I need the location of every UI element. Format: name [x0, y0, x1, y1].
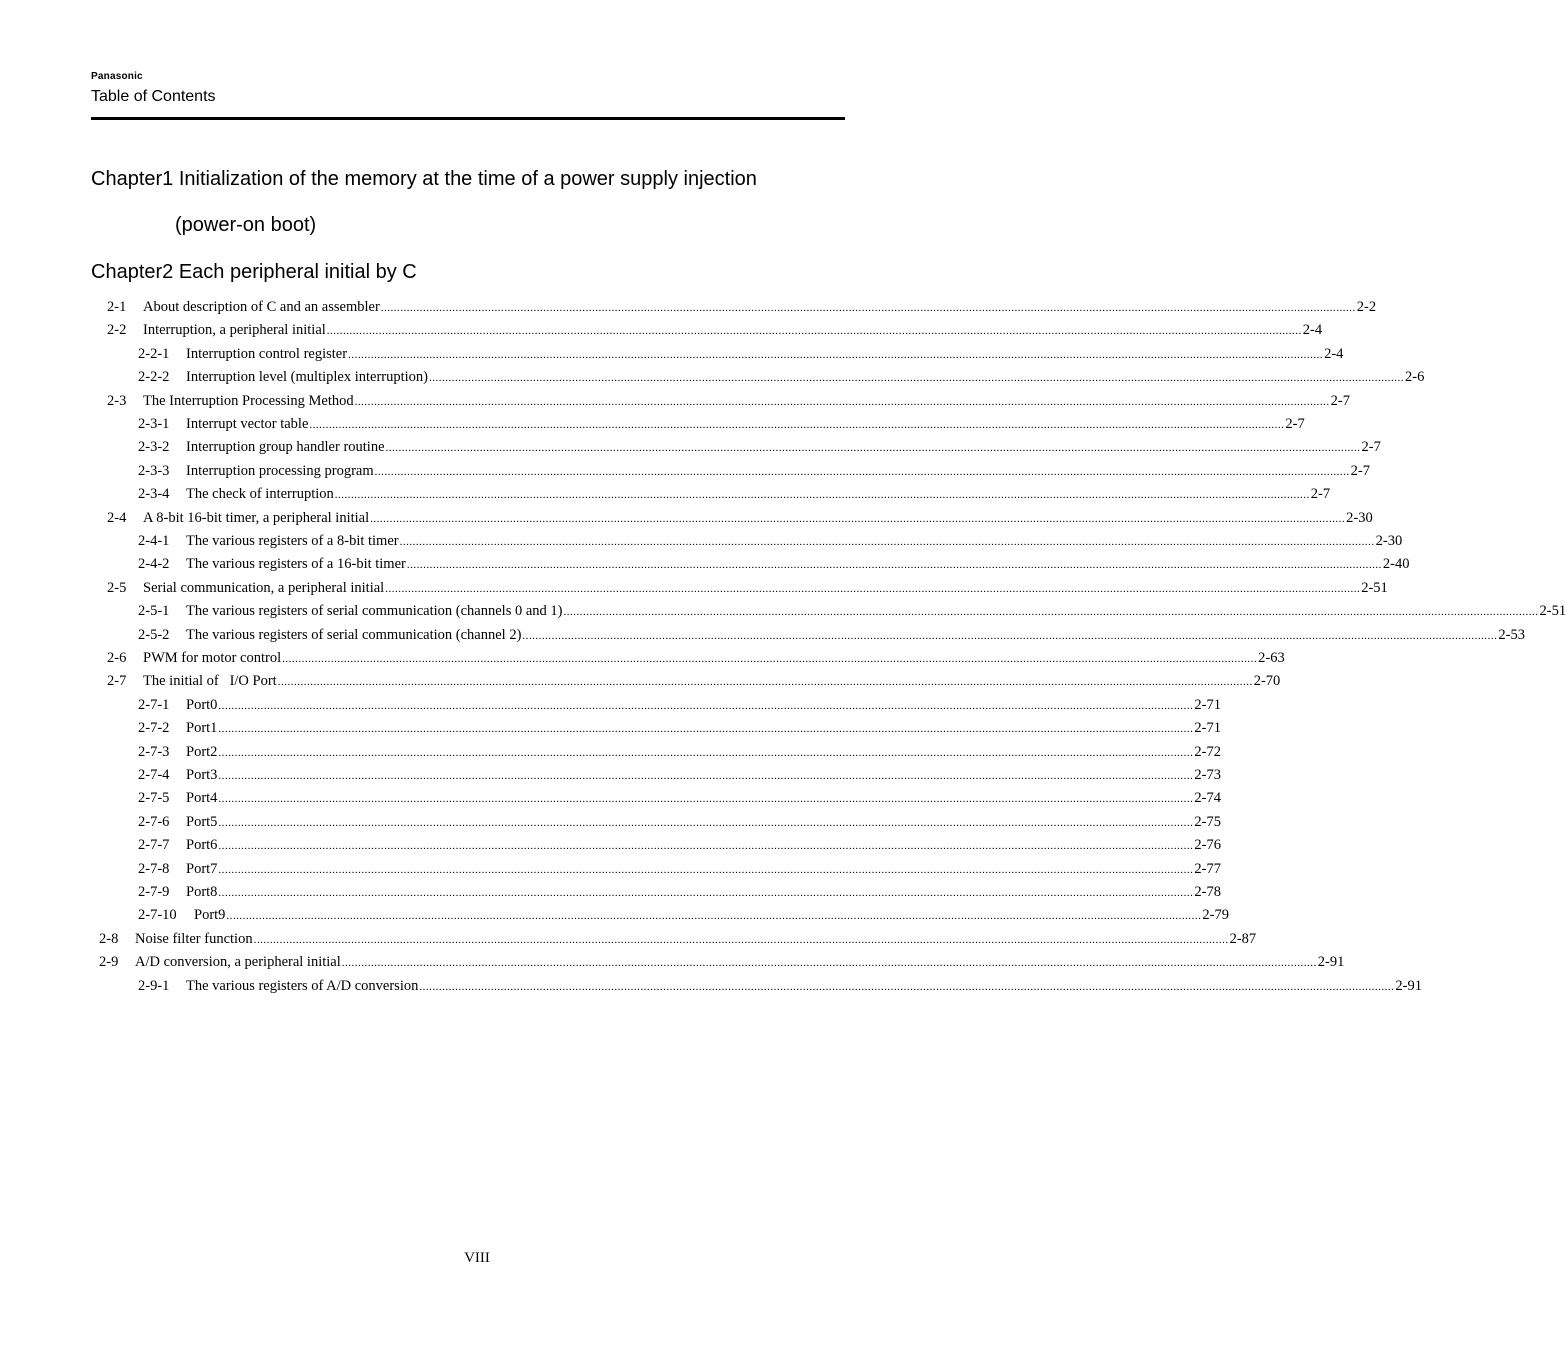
toc-entry[interactable]	[138, 554, 1410, 574]
toc-entry-number: 2-3	[107, 392, 127, 409]
toc-dot-leader: ............................................................................................................................................................................................................................................................................................................	[309, 419, 1285, 431]
toc-dot-leader: ............................................................................................................................................................................................................................................................................................................	[282, 653, 1258, 665]
toc-entry-title: Port5	[186, 813, 218, 830]
toc-entry[interactable]	[138, 437, 1381, 457]
toc-entry-number: 2-3-3	[138, 462, 170, 479]
toc-dot-leader: ............................................................................................................................................................................................................................................................................................................	[253, 933, 1229, 946]
toc-dot-leader: ............................................................................................................................................................................................................................................................................................................	[429, 372, 1405, 385]
toc-entry-page: 2-51	[1539, 603, 1566, 620]
toc-dot-leader: ............................................................................................................................................................................................................................................................................................................	[277, 676, 1253, 689]
toc-entry-title: PWM for motor control	[143, 650, 282, 666]
toc-entry-page: 2-63	[1258, 650, 1285, 666]
toc-entry-title: The various registers of serial communication (channel 2)	[186, 626, 522, 643]
toc-dot-leader: ............................................................................................................................................................................................................................................................................................................	[218, 887, 1194, 899]
toc-entry-page: 2-2	[1356, 299, 1377, 315]
toc-entry-title: Interruption group handler routine	[186, 439, 385, 456]
toc-entry-title: The various registers of a 8-bit timer	[186, 533, 399, 549]
toc-entry[interactable]	[107, 320, 1323, 340]
toc-entry-number: 2-7-1	[138, 696, 170, 713]
toc-entry-number: 2-7-7	[138, 837, 170, 854]
toc-entry[interactable]	[107, 391, 1350, 411]
chapter1-heading-continued: (power-on boot)	[175, 214, 317, 236]
toc-entry-number: 2-5-1	[138, 603, 170, 620]
toc-entry-page: 2-74	[1194, 790, 1222, 807]
toc-dot-leader: ............................................................................................................................................................................................................................................................................................................	[385, 442, 1361, 455]
toc-entry-title: Port4	[186, 790, 218, 807]
toc-dot-leader: ............................................................................................................................................................................................................................................................................................................	[419, 980, 1395, 993]
toc-entry-title: A 8-bit 16-bit timer, a peripheral initial	[143, 509, 370, 526]
toc-entry[interactable]	[107, 578, 1388, 598]
toc-entry-number: 2-2-1	[138, 345, 170, 362]
toc-entry[interactable]	[138, 531, 1403, 551]
toc-entry[interactable]	[138, 905, 1230, 925]
toc-entry[interactable]	[99, 952, 1345, 972]
toc-dot-leader: ............................................................................................................................................................................................................................................................................................................	[406, 559, 1382, 572]
toc-entry-title: Noise filter function	[135, 930, 253, 947]
toc-entry-title: Port7	[186, 860, 218, 877]
toc-entry-title: Interruption control register	[186, 345, 348, 362]
toc-dot-leader: ............................................................................................................................................................................................................................................................................................................	[218, 840, 1194, 853]
toc-dot-leader: ............................................................................................................................................................................................................................................................................................................	[218, 863, 1194, 876]
toc-entry-title: Port2	[186, 743, 218, 760]
toc-entry-page: 2-78	[1194, 884, 1222, 900]
toc-entry-number: 2-5	[107, 579, 127, 596]
toc-dot-leader: ............................................................................................................................................................................................................................................................................................................	[348, 348, 1324, 361]
toc-entry-page: 2-53	[1498, 626, 1525, 643]
toc-dot-leader: ............................................................................................................................................................................................................................................................................................................	[334, 489, 1310, 502]
toc-entry-page: 2-79	[1202, 907, 1230, 924]
toc-dot-leader: ............................................................................................................................................................................................................................................................................................................	[226, 910, 1202, 923]
toc-entry-page: 2-4	[1324, 345, 1344, 362]
chapter2-heading: Chapter2 Each peripheral initial by C	[91, 261, 417, 283]
toc-entry-number: 2-2	[107, 322, 127, 339]
toc-entry-title: The various registers of serial communication (channels 0 and 1)	[186, 603, 563, 620]
toc-entry[interactable]	[138, 812, 1222, 832]
toc-dot-leader: ............................................................................................................................................................................................................................................................................................................	[399, 536, 1375, 548]
toc-dot-leader: ............................................................................................................................................................................................................................................................................................................	[218, 816, 1194, 829]
toc-entry-page: 2-77	[1194, 860, 1222, 877]
toc-entry-page: 2-51	[1361, 579, 1388, 596]
toc-entry[interactable]	[138, 859, 1222, 879]
toc-entry-number: 2-7-2	[138, 720, 170, 737]
toc-entry[interactable]	[138, 882, 1222, 902]
toc-entry-page: 2-30	[1346, 509, 1373, 526]
toc-entry-number: 2-7-9	[138, 884, 170, 900]
brand-logo: Panasonic	[91, 71, 143, 82]
toc-entry-number: 2-7-4	[138, 767, 170, 783]
toc-entry[interactable]	[107, 297, 1377, 317]
toc-entry-title: Port3	[186, 767, 218, 783]
header-rule	[91, 117, 845, 120]
toc-entry-number: 2-5-2	[138, 626, 170, 643]
toc-entry[interactable]	[107, 508, 1373, 528]
toc-entry-title: The check of interruption	[186, 486, 334, 503]
toc-entry[interactable]	[138, 344, 1344, 364]
toc-entry[interactable]	[138, 414, 1305, 434]
toc-entry-page: 2-7	[1310, 486, 1331, 503]
toc-entry-page: 2-71	[1194, 720, 1222, 737]
toc-entry-title: Serial communication, a peripheral initial	[143, 579, 385, 596]
toc-entry-page: 2-7	[1330, 392, 1350, 409]
toc-entry-number: 2-7-5	[138, 790, 170, 807]
toc-entry-page: 2-75	[1194, 813, 1222, 830]
toc-dot-leader: ............................................................................................................................................................................................................................................................................................................	[341, 957, 1317, 970]
toc-entry-number: 2-7-3	[138, 743, 170, 760]
toc-entry-page: 2-4	[1302, 322, 1323, 339]
toc-entry-page: 2-7	[1285, 416, 1305, 432]
toc-entry-number: 2-9-1	[138, 977, 170, 994]
toc-entry-number: 2-7-8	[138, 860, 170, 877]
toc-dot-leader: ............................................................................................................................................................................................................................................................................................................	[326, 325, 1302, 338]
toc-dot-leader: ............................................................................................................................................................................................................................................................................................................	[380, 302, 1356, 314]
toc-entry-title: Port8	[186, 884, 218, 900]
toc-entry-page: 2-76	[1194, 837, 1222, 854]
toc-entry-number: 2-4	[107, 509, 127, 526]
toc-entry-page: 2-87	[1229, 930, 1257, 947]
toc-entry[interactable]	[138, 695, 1222, 715]
section-title: Table of Contents	[91, 88, 216, 105]
toc-dot-leader: ............................................................................................................................................................................................................................................................................................................	[374, 465, 1350, 478]
toc-entry-number: 2-2-2	[138, 369, 170, 386]
toc-entry[interactable]	[138, 976, 1422, 996]
toc-entry-number: 2-6	[107, 650, 127, 666]
toc-entry-title: About description of C and an assembler	[143, 299, 380, 315]
toc-entry-title: Port6	[186, 837, 218, 854]
toc-entry-title: Interrupt vector table	[186, 416, 309, 432]
toc-dot-leader: ............................................................................................................................................................................................................................................................................................................	[522, 629, 1498, 642]
toc-entry[interactable]	[138, 484, 1331, 504]
toc-entry-title: The initial of I/O Port	[143, 673, 277, 690]
toc-entry[interactable]	[138, 765, 1222, 785]
toc-entry-number: 2-7-6	[138, 813, 170, 830]
toc-entry-title: The Interruption Processing Method	[143, 392, 354, 409]
toc-entry[interactable]	[138, 835, 1222, 855]
toc-entry-page: 2-7	[1350, 462, 1370, 479]
toc-entry-title: Port0	[186, 696, 218, 713]
toc-entry[interactable]	[107, 648, 1285, 668]
toc-entry-page: 2-73	[1194, 767, 1222, 783]
toc-entry-number: 2-3-4	[138, 486, 170, 503]
toc-entry[interactable]	[138, 788, 1222, 808]
toc-dot-leader: ............................................................................................................................................................................................................................................................................................................	[218, 770, 1194, 782]
toc-entry-title: Interruption, a peripheral initial	[143, 322, 326, 339]
toc-entry-title: The various registers of A/D conversion	[186, 977, 419, 994]
toc-entry-page: 2-91	[1317, 954, 1345, 971]
toc-entry-page: 2-40	[1382, 556, 1410, 573]
toc-entry-title: The various registers of a 16-bit timer	[186, 556, 406, 573]
toc-entry-number: 2-8	[99, 930, 119, 947]
toc-entry-title: A/D conversion, a peripheral initial	[135, 954, 341, 971]
toc-entry-number: 2-9	[99, 954, 119, 971]
toc-entry[interactable]	[138, 718, 1222, 738]
toc-entry-title: Port9	[194, 907, 226, 924]
toc-dot-leader: ............................................................................................................................................................................................................................................................................................................	[218, 699, 1194, 712]
toc-dot-leader: ............................................................................................................................................................................................................................................................................................................	[218, 793, 1194, 806]
toc-entry[interactable]	[107, 671, 1281, 691]
toc-entry-title: Port1	[186, 720, 218, 737]
toc-dot-leader: ............................................................................................................................................................................................................................................................................................................	[563, 606, 1539, 619]
toc-entry-number: 2-4-1	[138, 533, 170, 549]
toc-entry[interactable]	[138, 742, 1222, 762]
toc-entry-page: 2-7	[1361, 439, 1381, 456]
toc-entry-page: 2-70	[1253, 673, 1281, 690]
toc-entry-page: 2-71	[1194, 696, 1222, 713]
toc-entry-title: Interruption processing program	[186, 462, 374, 479]
toc-dot-leader: ............................................................................................................................................................................................................................................................................................................	[218, 723, 1194, 736]
toc-dot-leader: ............................................................................................................................................................................................................................................................................................................	[370, 512, 1346, 525]
toc-dot-leader: ............................................................................................................................................................................................................................................................................................................	[354, 395, 1330, 408]
toc-entry-page: 2-30	[1375, 533, 1403, 549]
toc-entry[interactable]	[138, 625, 1525, 645]
toc-entry-number: 2-4-2	[138, 556, 170, 573]
toc-entry-number: 2-1	[107, 299, 127, 315]
page-number: VIII	[464, 1250, 490, 1266]
toc-dot-leader: ............................................................................................................................................................................................................................................................................................................	[385, 582, 1361, 595]
toc-entry-number: 2-7	[107, 673, 127, 690]
toc-entry-page: 2-72	[1194, 743, 1222, 760]
toc-entry-page: 2-6	[1405, 369, 1425, 386]
chapter1-heading: Chapter1 Initialization of the memory at the time of a power supply injection	[91, 168, 757, 190]
toc-dot-leader: ............................................................................................................................................................................................................................................................................................................	[218, 746, 1194, 759]
toc-entry-number: 2-3-2	[138, 439, 170, 456]
toc-entry[interactable]	[99, 929, 1257, 949]
toc-entry[interactable]	[138, 461, 1370, 481]
toc-entry-title: Interruption level (multiplex interruption)	[186, 369, 429, 386]
toc-entry-page: 2-91	[1395, 977, 1422, 994]
toc-entry-number: 2-3-1	[138, 416, 170, 432]
toc-entry[interactable]	[138, 367, 1425, 387]
toc-entry-number: 2-7-10	[138, 907, 177, 924]
toc-entry[interactable]	[138, 601, 1566, 621]
